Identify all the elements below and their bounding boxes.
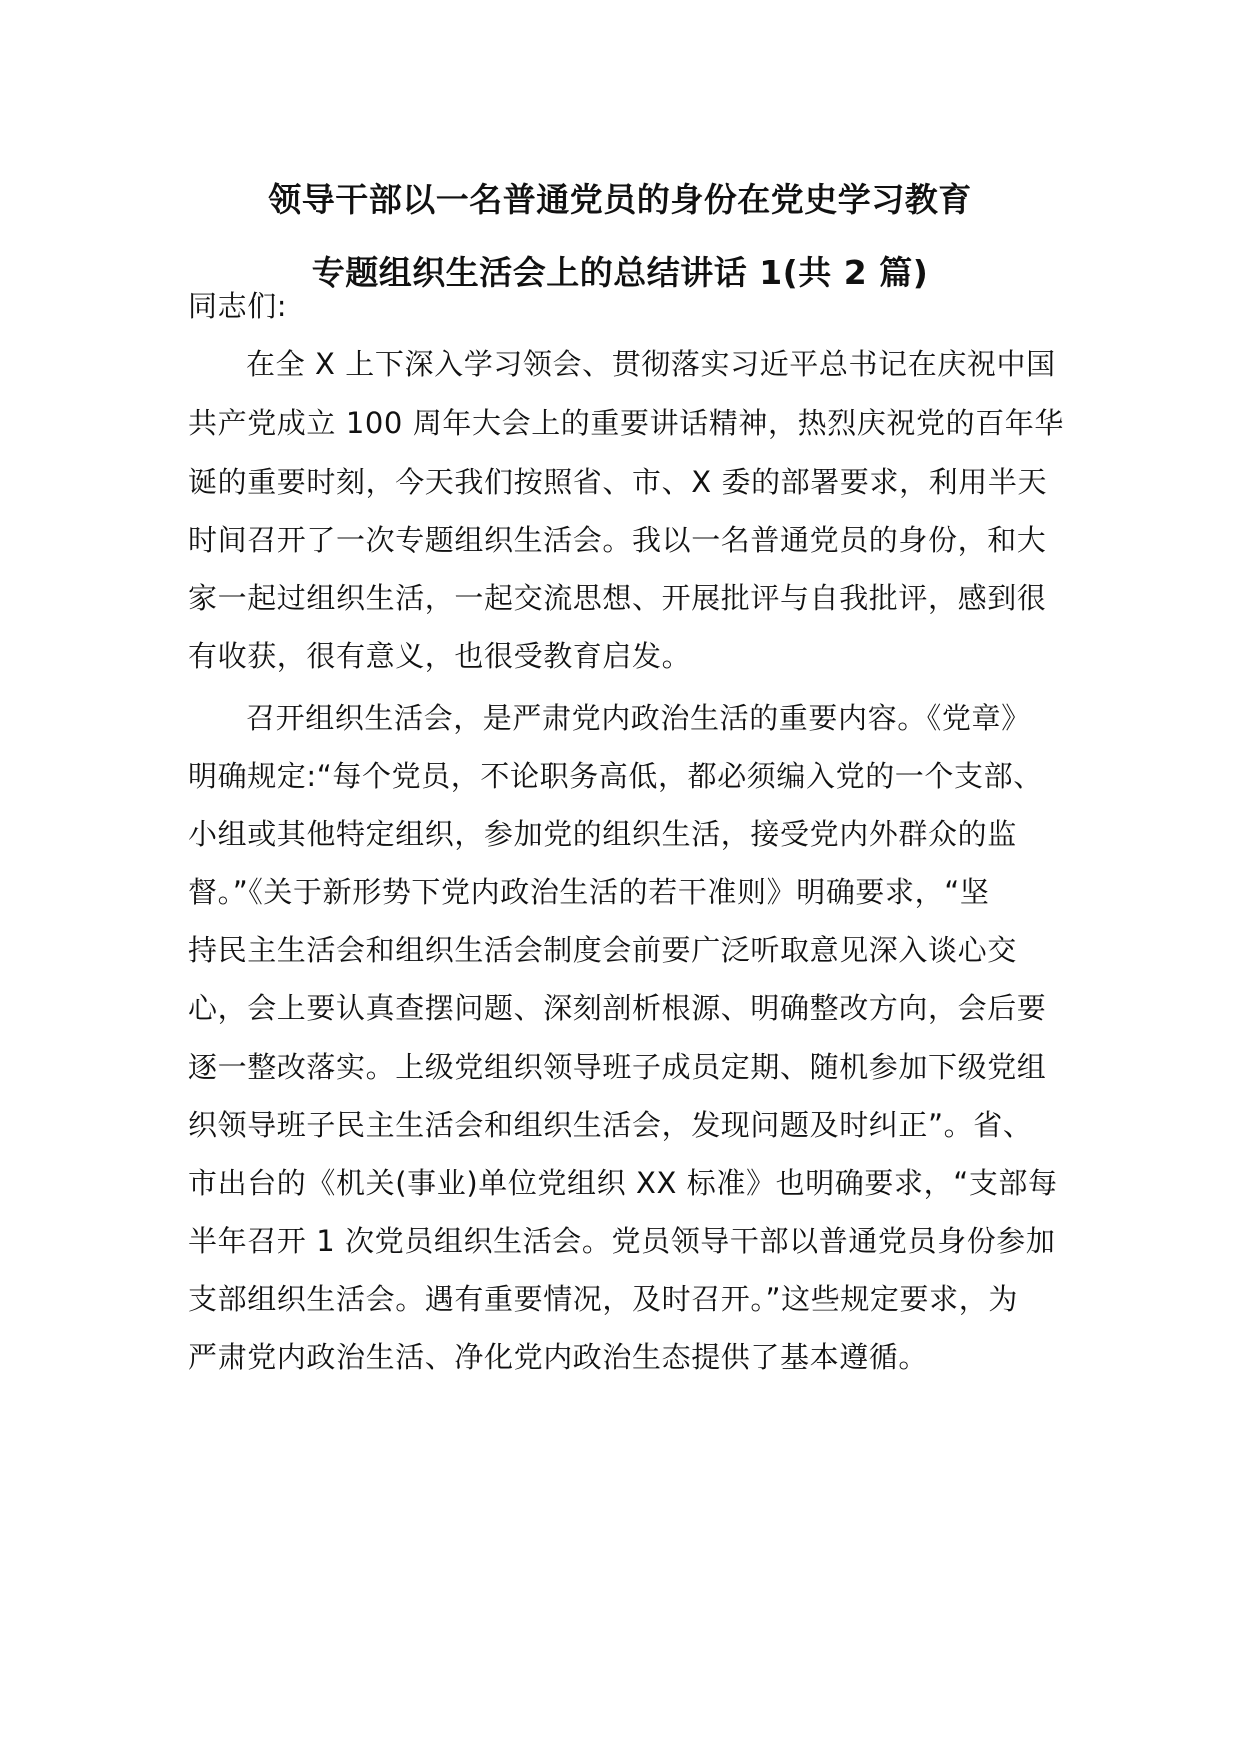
- paragraph-2-line-10: 半年召开 1 次党员组织生活会。党员领导干部以普通党员身份参加: [188, 1224, 1056, 1258]
- paragraph-2-line-7: 逐一整改落实。上级党组织领导班子成员定期、随机参加下级党组: [188, 1050, 1047, 1084]
- paragraph-2-line-4: 督。”《关于新形势下党内政治生活的若干准则》明确要求，“坚: [188, 875, 990, 909]
- paragraph-1-line-4: 时间召开了一次专题组织生活会。我以一名普通党员的身份，和大: [188, 523, 1047, 557]
- paragraph-2-line-1: 召开组织生活会，是严肃党内政治生活的重要内容。《党章》: [246, 701, 1031, 735]
- document-title-line-1: 领导干部以一名普通党员的身份在党史学习教育: [268, 180, 972, 219]
- paragraph-2-line-11: 支部组织生活会。遇有重要情况，及时召开。”这些规定要求，为: [188, 1282, 1018, 1316]
- paragraph-1-line-5: 家一起过组织生活，一起交流思想、开展批评与自我批评，感到很: [188, 581, 1047, 615]
- paragraph-1-line-1: 在全 X 上下深入学习领会、贯彻落实习近平总书记在庆祝中国: [246, 347, 1056, 381]
- paragraph-1-line-2: 共产党成立 100 周年大会上的重要讲话精神，热烈庆祝党的百年华: [188, 406, 1064, 440]
- paragraph-2-line-6: 心，会上要认真查摆问题、深刻剖析根源、明确整改方向，会后要: [188, 991, 1047, 1025]
- paragraph-2-line-9: 市出台的《机关(事业)单位党组织 XX 标准》也明确要求，“支部每: [188, 1166, 1058, 1200]
- paragraph-1-line-6: 有收获，很有意义，也很受教育启发。: [188, 639, 692, 673]
- paragraph-2-line-8: 织领导班子民主生活会和组织生活会，发现问题及时纠正”。省、: [188, 1108, 1033, 1142]
- paragraph-2-line-2: 明确规定:“每个党员，不论职务高低，都必须编入党的一个支部、: [188, 759, 1043, 793]
- paragraph-2-line-5: 持民主生活会和组织生活会制度会前要广泛听取意见深入谈心交: [188, 933, 1017, 967]
- paragraph-2-line-12: 严肃党内政治生活、净化党内政治生态提供了基本遵循。: [188, 1340, 929, 1374]
- paragraph-1-line-3: 诞的重要时刻，今天我们按照省、市、X 委的部署要求，利用半天: [188, 465, 1048, 499]
- paragraph-2-line-3: 小组或其他特定组织，参加党的组织生活，接受党内外群众的监: [188, 817, 1017, 851]
- salutation: 同志们:: [188, 289, 288, 323]
- document-title-line-2: 专题组织生活会上的总结讲话 1(共 2 篇): [311, 253, 929, 292]
